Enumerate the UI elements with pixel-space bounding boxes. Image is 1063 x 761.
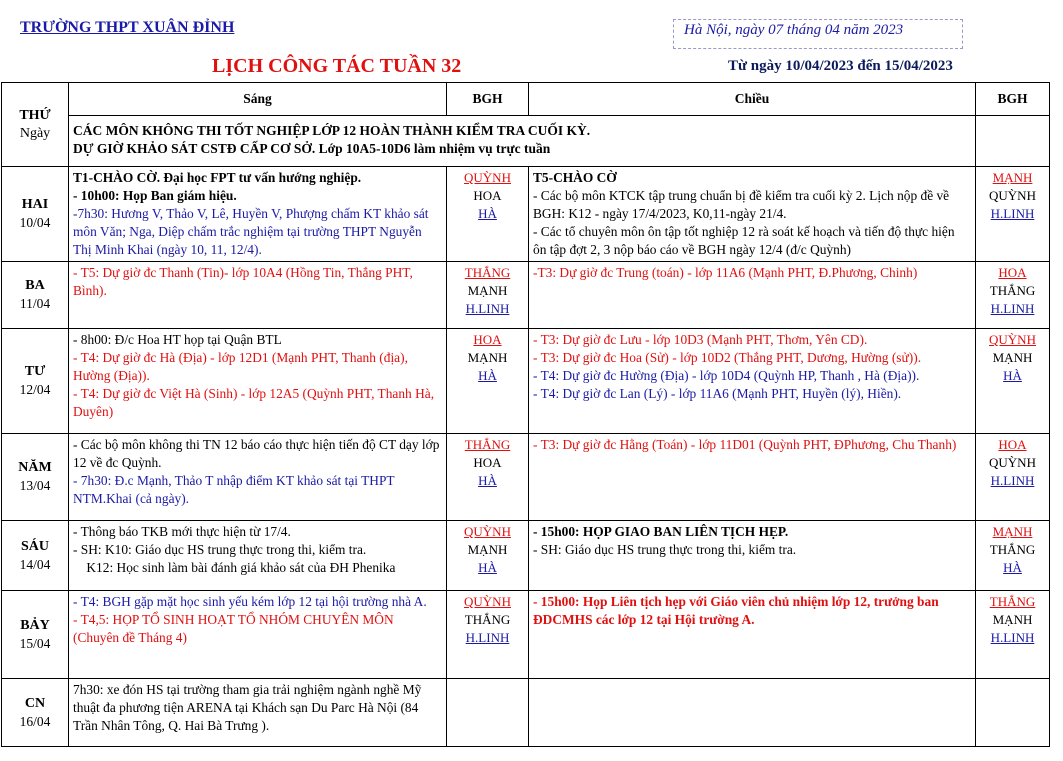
afternoon-line: - T4: Dự giờ đc Lan (Lý) - lớp 11A6 (Mạnh PHT, Huyền (lý), Hiền). — [533, 386, 902, 401]
bgh-name: THẮNG — [989, 594, 1036, 609]
bgh-name: HOA — [473, 332, 502, 347]
day-row-5 — [2, 591, 1050, 679]
morning-line: - 8h00: Đ/c Hoa HT họp tại Quận BTL — [73, 332, 282, 347]
bgh-morning-cell — [447, 591, 529, 679]
page-title: LỊCH CÔNG TÁC TUẦN 32 — [212, 55, 462, 77]
day-date: 13/04 — [19, 478, 51, 493]
general-row — [2, 116, 1050, 167]
morning-line: - T5: Dự giờ đc Thanh (Tin)- lớp 10A4 (Hồng Tin, Thắng PHT, Bình). — [73, 265, 413, 298]
col-bgh-morning-header: BGH — [447, 83, 529, 116]
morning-cell — [69, 434, 447, 521]
day-name: BẢY — [20, 617, 50, 633]
day-cell — [2, 329, 69, 434]
bgh-name: HOA — [998, 265, 1027, 280]
afternoon-line: - SH: Giáo dục HS trung thực trong thi, kiểm tra. — [533, 542, 797, 557]
general-notice — [69, 116, 976, 167]
bgh-name: QUỲNH — [464, 524, 511, 539]
bgh-name: THẮNG — [989, 542, 1036, 557]
day-cell — [2, 591, 69, 679]
header-row — [2, 83, 1050, 116]
day-cell — [2, 434, 69, 521]
bgh-morning-cell — [447, 329, 529, 434]
col-thu-header — [2, 83, 69, 167]
bgh-name: THẮNG — [989, 283, 1036, 298]
bgh-name: MẠNH — [992, 612, 1033, 627]
day-row-3 — [2, 434, 1050, 521]
bgh-name: H.LINH — [990, 206, 1035, 221]
day-cell — [2, 167, 69, 262]
morning-line: T1-CHÀO CỜ. Đại học FPT tư vấn hướng nghiệp. — [73, 170, 362, 185]
morning-cell — [69, 167, 447, 262]
col-sang-header: Sáng — [69, 83, 447, 116]
day-row-4 — [2, 521, 1050, 591]
day-date: 15/04 — [19, 635, 51, 651]
day-cell — [2, 521, 69, 591]
day-row-6 — [2, 679, 1050, 747]
day-cell — [2, 262, 69, 329]
afternoon-cell — [529, 167, 976, 262]
bgh-name: H.LINH — [990, 630, 1035, 645]
afternoon-cell — [529, 262, 976, 329]
day-name: TƯ — [24, 364, 46, 379]
morning-line: - 10h00: Họp Ban giám hiệu. — [73, 188, 237, 203]
bgh-name: H.LINH — [465, 301, 510, 316]
bgh-afternoon-cell — [976, 521, 1050, 591]
schedule-table — [1, 82, 1050, 747]
morning-cell — [69, 591, 447, 679]
day-name: HAI — [21, 197, 49, 212]
bgh-morning-cell — [447, 167, 529, 262]
day-row-2 — [2, 329, 1050, 434]
afternoon-line: - T3: Dự giờ đc Lưu - lớp 10D3 (Mạnh PHT, Thơm, Yên CD). — [533, 332, 868, 347]
day-date: 11/04 — [19, 296, 51, 311]
day-date: 10/04 — [19, 215, 51, 230]
bgh-name: HOA — [473, 188, 502, 203]
afternoon-line: - Các bộ môn KTCK tập trung chuẩn bị đề kiểm tra cuối kỳ 2. Lịch nộp đề về BGH: K12 - ngày 17/4/2023, K0,11-ngày 21/4. — [533, 188, 950, 221]
general-empty-cell — [976, 116, 1050, 167]
morning-line: - T4: Dự giờ đc Hà (Địa) - lớp 12D1 (Mạnh PHT, Thanh (địa), Hường (Địa)). — [73, 350, 408, 383]
morning-line: K12: Học sinh làm bài đánh giá khảo sát của ĐH Phenika — [73, 560, 396, 575]
afternoon-cell — [529, 329, 976, 434]
bgh-afternoon-cell — [976, 434, 1050, 521]
morning-line: - 7h30: Đ.c Mạnh, Thảo T nhập điểm KT khảo sát tại THPT NTM.Khai (cả ngày). — [73, 473, 395, 506]
afternoon-line: - T4: Dự giờ đc Hường (Địa) - lớp 10D4 (Quỳnh HP, Thanh , Hà (Địa)). — [533, 368, 920, 383]
bgh-name: HÀ — [1003, 368, 1022, 383]
bgh-name: QUỲNH — [989, 455, 1036, 470]
day-row-0 — [2, 167, 1050, 262]
school-name: TRƯỜNG THPT XUÂN ĐỈNH — [20, 19, 235, 36]
afternoon-line: -T3: Dự giờ đc Trung (toán) - lớp 11A6 (Mạnh PHT, Đ.Phương, Chinh) — [533, 265, 918, 280]
col-bgh-afternoon-header: BGH — [976, 83, 1050, 116]
bgh-morning-cell — [447, 679, 529, 747]
bgh-morning-cell — [447, 521, 529, 591]
bgh-name: H.LINH — [990, 473, 1035, 488]
morning-line: - T4,5: HỌP TỔ SINH HOẠT TỔ NHÓM CHUYÊN MÔN (Chuyên đề Tháng 4) — [73, 612, 394, 645]
afternoon-cell — [529, 521, 976, 591]
bgh-name: MẠNH — [467, 283, 508, 298]
bgh-name: HÀ — [478, 206, 497, 221]
bgh-name: THẮNG — [464, 612, 511, 627]
bgh-morning-cell — [447, 434, 529, 521]
col-ngay-label: Ngày — [19, 125, 51, 141]
afternoon-line: T5-CHÀO CỜ — [533, 170, 617, 185]
bgh-morning-cell — [447, 262, 529, 329]
morning-line: 7h30: xe đón HS tại trường tham gia trải nghiệm ngành nghề Mỹ thuật đa phương tiện ARENA tại Khách sạn Du Parc Hà Nội (84 Trần Nhân Tông, Q. Hai Bà Trưng ). — [73, 682, 422, 733]
afternoon-line: - T3: Dự giờ đc Hoa (Sử) - lớp 10D2 (Thắng PHT, Dương, Hường (sử)). — [533, 350, 922, 365]
afternoon-cell — [529, 434, 976, 521]
morning-line: - T4: Dự giờ đc Việt Hà (Sinh) - lớp 12A5 (Quỳnh PHT, Thanh Hà, Duyên) — [73, 386, 435, 419]
bgh-name: HÀ — [478, 368, 497, 383]
day-name: NĂM — [18, 460, 52, 475]
afternoon-line: - Các tổ chuyên môn ôn tập tốt nghiệp 12 rà soát kế hoạch và tiến độ thực hiện ôn tập đợt 2, 3 nộp báo cáo về BGH ngày 12/4 (đ/c Quỳnh) — [533, 224, 955, 257]
bgh-name: MẠNH — [992, 170, 1033, 185]
bgh-name: HÀ — [478, 560, 497, 575]
bgh-name: QUỲNH — [989, 188, 1036, 203]
day-date: 16/04 — [19, 713, 51, 729]
day-name: CN — [24, 695, 46, 711]
bgh-name: QUỲNH — [989, 332, 1036, 347]
morning-cell — [69, 679, 447, 747]
morning-cell — [69, 262, 447, 329]
afternoon-line: - T3: Dự giờ đc Hằng (Toán) - lớp 11D01 (Quỳnh PHT, ĐPhương, Chu Thanh) — [533, 437, 957, 452]
morning-cell — [69, 329, 447, 434]
bgh-name: HÀ — [478, 473, 497, 488]
afternoon-cell — [529, 679, 976, 747]
bgh-name: THẮNG — [464, 437, 511, 452]
bgh-name: HÀ — [1003, 560, 1022, 575]
date-range: Từ ngày 10/04/2023 đến 15/04/2023 — [728, 58, 953, 74]
afternoon-line: - 15h00: HỌP GIAO BAN LIÊN TỊCH HẸP. — [533, 524, 789, 539]
morning-line: - Thông báo TKB mới thực hiện từ 17/4. — [73, 524, 291, 539]
morning-line: - Các bộ môn không thi TN 12 báo cáo thực hiện tiến độ CT dạy lớp 12 về đc Quỳnh. — [73, 437, 440, 470]
day-row-1 — [2, 262, 1050, 329]
day-name: BA — [25, 278, 45, 293]
col-thu-label: THỨ — [19, 107, 51, 123]
morning-line: - T4: BGH gặp mặt học sinh yếu kém lớp 12 tại hội trường nhà A. — [73, 594, 427, 609]
bgh-name: QUỲNH — [464, 170, 511, 185]
bgh-name: H.LINH — [990, 301, 1035, 316]
day-cell — [2, 679, 69, 747]
bgh-name: QUỲNH — [464, 594, 511, 609]
bgh-name: MẠNH — [467, 542, 508, 557]
bgh-afternoon-cell — [976, 679, 1050, 747]
morning-line: - SH: K10: Giáo dục HS trung thực trong thi, kiểm tra. — [73, 542, 367, 557]
afternoon-cell — [529, 591, 976, 679]
bgh-name: HOA — [473, 455, 502, 470]
day-date: 12/04 — [19, 382, 51, 397]
bgh-name: MẠNH — [992, 350, 1033, 365]
day-date: 14/04 — [19, 556, 51, 572]
bgh-afternoon-cell — [976, 262, 1050, 329]
bgh-name: MẠNH — [992, 524, 1033, 539]
day-name: SÁU — [20, 538, 49, 554]
morning-cell — [69, 521, 447, 591]
general-line: DỰ GIỜ KHẢO SÁT CSTĐ CẤP CƠ SỞ. Lớp 10A5-10D6 làm nhiệm vụ trực tuần — [73, 141, 551, 156]
bgh-name: MẠNH — [467, 350, 508, 365]
col-chieu-header: Chiều — [529, 83, 976, 116]
bgh-name: THẮNG — [464, 265, 511, 280]
morning-line: -7h30: Hương V, Thảo V, Lê, Huyền V, Phượng chấm KT khảo sát môn Văn; Nga, Diệp chấm trắc nghiệm tại trường THPT Nguyễn Thị Minh Khai (ngày 10, 11, 12/4). — [73, 206, 429, 257]
general-line: CÁC MÔN KHÔNG THI TỐT NGHIỆP LỚP 12 HOÀN THÀNH KIỂM TRA CUỐI KỲ. — [73, 123, 591, 138]
bgh-afternoon-cell — [976, 329, 1050, 434]
bgh-name: H.LINH — [465, 630, 510, 645]
afternoon-line: - 15h00: Họp Liên tịch hẹp với Giáo viên chủ nhiệm lớp 12, trưởng ban ĐDCMHS các lớp 12 tại Hội trường A. — [533, 594, 939, 627]
bgh-name: HOA — [998, 437, 1027, 452]
bgh-afternoon-cell — [976, 591, 1050, 679]
bgh-afternoon-cell — [976, 167, 1050, 262]
dateline: Hà Nội, ngày 07 tháng 04 năm 2023 — [673, 19, 963, 49]
